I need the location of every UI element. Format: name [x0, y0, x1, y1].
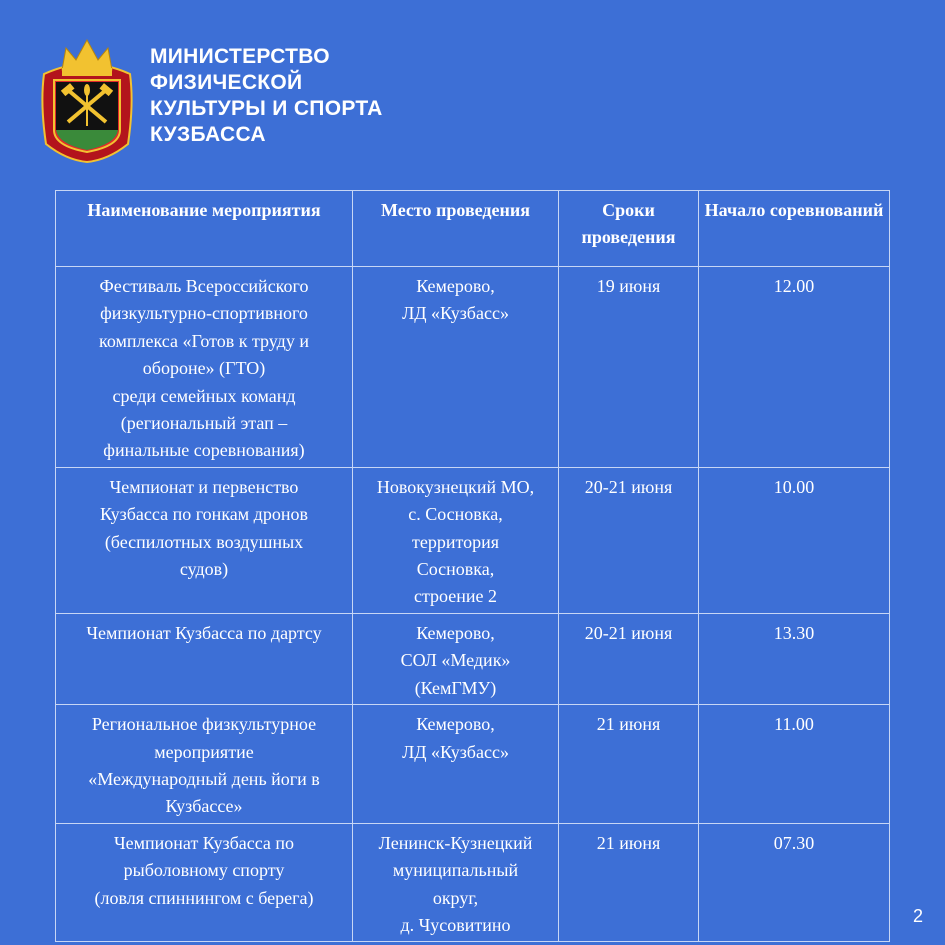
- venue-cell: [353, 613, 559, 704]
- start-time-cell: 10.00: [699, 467, 890, 613]
- table-header-row: [56, 191, 890, 267]
- venue-line: с. Сосновка,: [408, 504, 503, 525]
- event-name-cell: [56, 705, 353, 824]
- venue-line: Кемерово,: [416, 714, 495, 735]
- ministry-line: ФИЗИЧЕСКОЙ: [150, 71, 303, 94]
- event-name-line: (ловля спиннингом с берега): [94, 887, 314, 908]
- page-number: 2: [912, 906, 923, 926]
- event-name-line: «Международный день йоги в: [88, 768, 320, 789]
- table-row: [56, 467, 890, 613]
- venue-line: муниципальный: [392, 860, 519, 881]
- event-name-line: Региональное физкультурное: [91, 714, 317, 735]
- event-name-line: рыболовному спорту: [123, 860, 285, 881]
- event-name-line: Чемпионат и первенство: [109, 476, 299, 497]
- dates-cell: 20-21 июня: [559, 613, 699, 704]
- table-row: [56, 823, 890, 942]
- table-row: [56, 613, 890, 704]
- ministry-line: КУЗБАССА: [150, 123, 266, 146]
- venue-cell: [353, 705, 559, 824]
- event-name-line: Кузбассе»: [165, 796, 243, 817]
- event-name-line: Фестиваль Всероссийского: [99, 276, 309, 296]
- event-name-line: Чемпионат Кузбасса по: [113, 832, 295, 853]
- venue-line: Ленинск-Кузнецкий: [378, 832, 533, 853]
- ministry-name: [150, 44, 383, 148]
- venue-line: территория: [411, 531, 500, 552]
- header: [36, 34, 383, 166]
- ministry-line: КУЛЬТУРЫ И СПОРТА: [150, 97, 383, 120]
- venue-line: округ,: [432, 887, 479, 908]
- table-body: [56, 267, 890, 942]
- event-name-cell: [56, 467, 353, 613]
- event-name-line: среди семейных команд: [112, 385, 296, 406]
- header-event-name: Наименование мероприятия: [56, 191, 353, 267]
- event-name-line: мероприятие: [154, 741, 254, 762]
- table-row: [56, 267, 890, 468]
- kuzbass-emblem-icon: [36, 34, 138, 166]
- event-name-line: (региональный этап –: [120, 413, 288, 434]
- venue-cell: [353, 267, 559, 468]
- venue-line: Новокузнецкий МО,: [376, 476, 535, 497]
- venue-line: ЛД «Кузбасс»: [402, 741, 509, 762]
- event-name-line: судов): [179, 559, 229, 580]
- venue-line: СОЛ «Медик»: [400, 650, 511, 671]
- ministry-line: МИНИСТЕРСТВО: [150, 45, 330, 68]
- header-start-time: Начало соревнований: [699, 191, 890, 267]
- start-time-cell: 07.30: [699, 823, 890, 942]
- start-time-cell: 13.30: [699, 613, 890, 704]
- venue-line: строение 2: [413, 586, 498, 607]
- venue-line: Кемерово,: [416, 622, 495, 643]
- venue-line: Кемерово,: [416, 276, 495, 296]
- venue-line: ЛД «Кузбасс»: [402, 303, 509, 324]
- event-name-cell: [56, 823, 353, 942]
- venue-cell: [353, 823, 559, 942]
- event-name-line: физкультурно-спортивного: [100, 303, 308, 324]
- dates-cell: 20-21 июня: [559, 467, 699, 613]
- event-name-line: комплекса «Готов к труду и: [99, 330, 309, 351]
- events-table: [55, 190, 890, 942]
- event-name-cell: [56, 267, 353, 468]
- venue-line: д. Чусовитино: [400, 914, 511, 935]
- event-name-cell: [56, 613, 353, 704]
- event-name-line: Кузбасса по гонкам дронов: [100, 504, 308, 525]
- venue-line: Сосновка,: [416, 559, 495, 580]
- event-name-line: (беспилотных воздушных: [104, 531, 304, 552]
- table-row: [56, 705, 890, 824]
- event-name-line: финальные соревнования): [103, 440, 305, 461]
- start-time-cell: 11.00: [699, 705, 890, 824]
- dates-cell: 21 июня: [559, 823, 699, 942]
- dates-cell: 19 июня: [559, 267, 699, 468]
- venue-cell: [353, 467, 559, 613]
- header-dates: Сроки проведения: [559, 191, 699, 267]
- dates-cell: 21 июня: [559, 705, 699, 824]
- venue-line: (КемГМУ): [414, 677, 497, 698]
- start-time-cell: 12.00: [699, 267, 890, 468]
- header-venue: Место проведения: [353, 191, 559, 267]
- event-name-line: обороне» (ГТО): [142, 358, 266, 379]
- event-name-line: Чемпионат Кузбасса по дартсу: [86, 622, 322, 643]
